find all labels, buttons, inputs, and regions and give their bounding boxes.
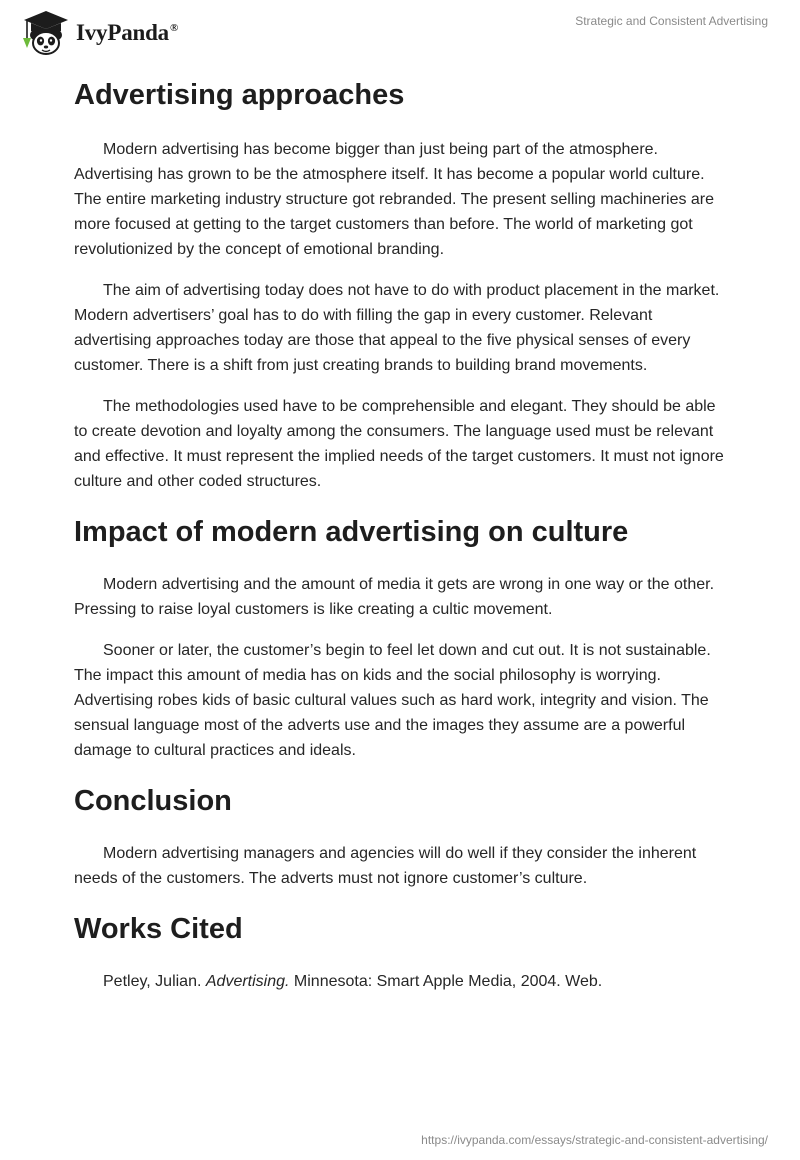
panda-graduation-cap-icon [16,8,74,56]
paragraph: The methodologies used have to be comprehensible and elegant. They should be able to create devotion and loyalty among the consumers. The language used must be relevant and effective. It must represent the implied needs of the target customers. It must not ignore culture and other coded structures. [74,398,724,490]
paragraph: Modern advertising has become bigger than just being part of the atmosphere. Advertising has grown to be the atmosphere itself. It has become a popular world culture. The entire marketing industry structure got rebranded. The present selling machineries are more focused at getting to the target customers than before. The world of marketing got revolutionized by the concept of emotional branding. [74,141,715,258]
essay-body [74,70,730,994]
section-heading: Works Cited [74,913,243,945]
citation-author: Petley, Julian. [103,973,206,990]
document-title: Strategic and Consistent Advertising [575,14,768,28]
section-heading: Impact of modern advertising on culture [74,516,629,548]
citation-entry [74,969,730,994]
paragraph: Modern advertising and the amount of media it gets are wrong in one way or the other. Pressing to raise loyal customers is like creating a cultic movement. [74,576,715,618]
section-heading: Advertising approaches [74,79,405,111]
section-heading: Conclusion [74,785,232,817]
source-url[interactable]: https://ivypanda.com/essays/strategic-and-consistent-advertising/ [421,1133,768,1147]
page-header [0,0,800,60]
paragraph: Modern advertising managers and agencies will do well if they consider the inherent needs of the customers. The adverts must not ignore customer’s culture. [74,845,697,887]
paragraph: Sooner or later, the customer’s begin to feel let down and cut out. It is not sustainable. The impact this amount of media has on kids and the social philosophy is worrying. Advertising robes kids of basic cultural values such as hard work, integrity and vision. The sensual language most of the adverts use and the images they assume are a powerful damage to cultural practices and ideals. [74,642,711,759]
ivypanda-logo[interactable] [16,8,178,56]
citation-title: Advertising. [205,973,290,990]
logo-wordmark: IvyPanda® [76,20,179,45]
citation-publisher: Minnesota: Smart Apple Media, 2004. Web. [289,973,603,990]
paragraph: The aim of advertising today does not have to do with product placement in the market. Modern advertisers’ goal has to do with filling the gap in every customer. Relevant advertising approaches today are those that appeal to the five physical senses of every customer. There is a shift from just creating brands to building brand movements. [74,282,720,374]
